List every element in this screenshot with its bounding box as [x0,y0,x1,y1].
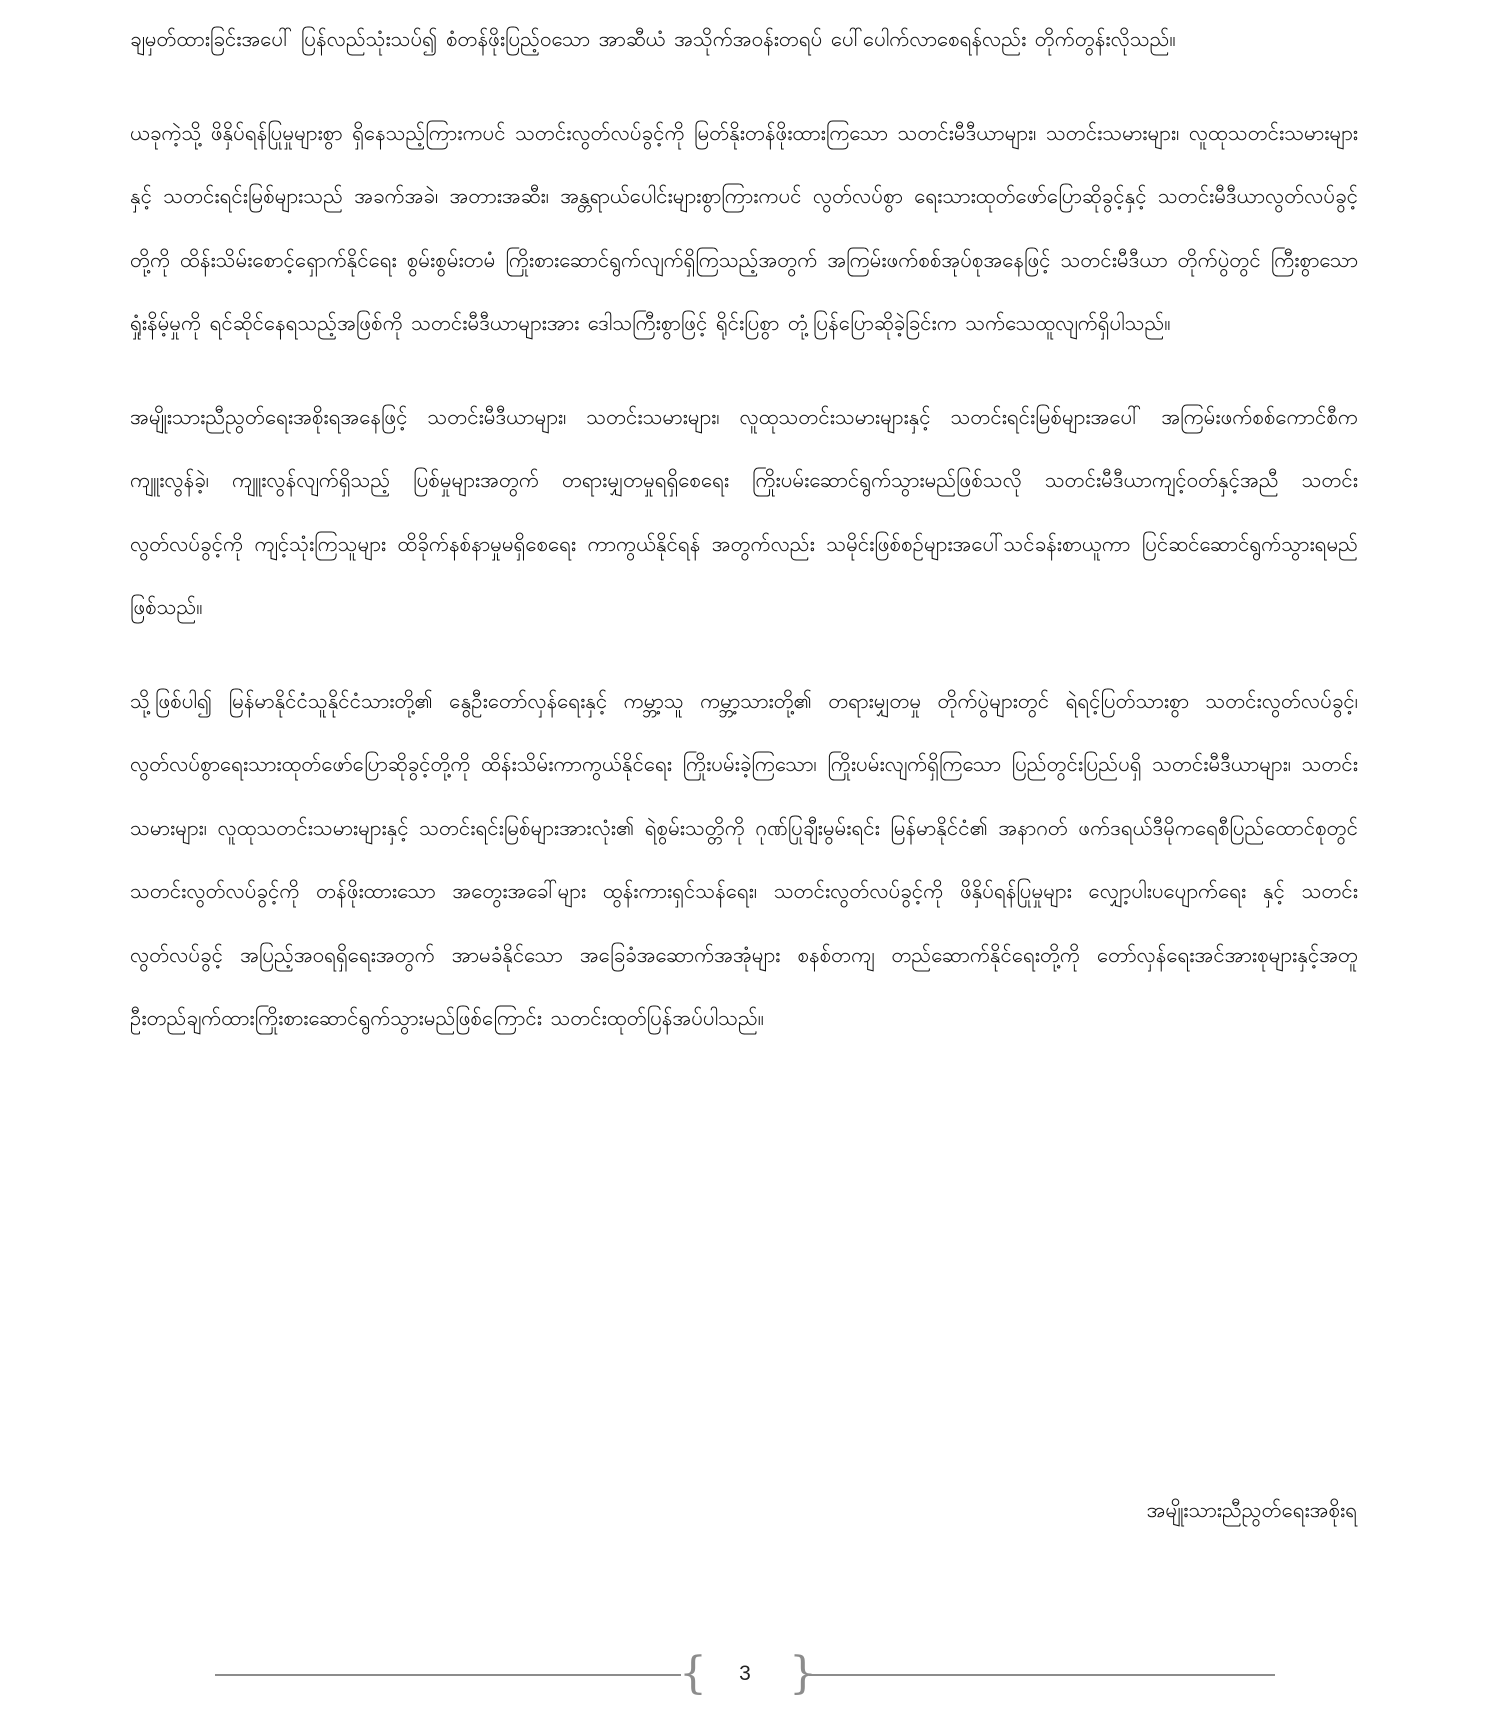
paragraph-1: ချမှတ်ထားခြင်းအပေါ် ပြန်လည်သုံးသပ်၍ စံတန်ဖိုးပြည့်ဝသော အာဆီယံ အသိုက်အဝန်းတရပ် ပေါ်ပေါက်လာစေရန်လည်း တိုက်တွန်းလိုသည်။ [130,27,1176,51]
signature-line: အမျိုးသားညီညွတ်ရေးအစိုးရ [1146,1498,1357,1522]
page-footer [215,1650,1275,1710]
footer-rule-left [215,1674,681,1676]
page-number: 3 [739,1662,751,1685]
paragraph-3: အမျိုးသားညီညွတ်ရေးအစိုးရအနေဖြင့် သတင်းမီဒီယာများ၊ သတင်းသမားများ၊ လူထုသတင်းသမားများနှင့် သတင်းရင်းမြစ်များအပေါ် အကြမ်းဖက်စစ်ကောင်စီက ကျူးလွန်ခဲ့၊ ကျူးလွန်လျက်ရှိသည့် ပြစ်မှုများအတွက် တရားမျှတမှုရရှိစေရေး ကြိုးပမ်းဆောင်ရွက်သွားမည်ဖြစ်သလို သတင်းမီဒီယာကျင့်ဝတ်နှင့်အညီ သတင်းလွတ်လပ်ခွင့်ကို ကျင့်သုံးကြသူများ ထိခိုက်နစ်နာမှုမရှိစေရေး ကာကွယ်နိုင်ရန် အတွက်လည်း သမိုင်းဖြစ်စဉ်များအပေါ်သင်ခန်းစာယူကာ ပြင်ဆင်ဆောင်ရွက်သွားရမည် ဖြစ်သည်။ [130,404,1358,619]
footer-close-brace: } [789,1648,817,1699]
paragraph-2: ယခုကဲ့သို့ ဖိနှိပ်ရန်ပြုမှုများစွာ ရှိနေသည့်ကြားကပင် သတင်းလွတ်လပ်ခွင့်ကို မြတ်နိုးတန်ဖိုးထားကြသော သတင်းမီဒီယာများ၊ သတင်းသမားများ၊ လူထုသတင်းသမားများနှင့် သတင်းရင်းမြစ်များသည် အခက်အခဲ၊ အတားအဆီး၊ အန္တရာယ်ပေါင်းများစွာကြားကပင် လွတ်လပ်စွာ ရေးသားထုတ်ဖော်ပြောဆိုခွင့်နှင့် သတင်းမီဒီယာလွတ်လပ်ခွင့်တို့ကို ထိန်းသိမ်းစောင့်ရှောက်နိုင်ရေး စွမ်းစွမ်းတမံ ကြိုးစားဆောင်ရွက်လျက်ရှိကြသည့်အတွက် အကြမ်းဖက်စစ်အုပ်စုအနေဖြင့် သတင်းမီဒီယာ တိုက်ပွဲတွင် ကြီးစွာသော ရှုံးနိမ့်မှုကို ရင်ဆိုင်နေရသည့်အဖြစ်ကို သတင်းမီဒီယာများအား ဒေါသကြီးစွာဖြင့် ရိုင်းပြစွာ တုံ့ပြန်ပြောဆိုခဲ့ခြင်းက သက်သေထူလျက်ရှိပါသည်။ [130,120,1358,335]
footer-rule-right [809,1674,1275,1676]
footer-open-brace: { [679,1648,707,1699]
paragraph-4: သို့ဖြစ်ပါ၍ မြန်မာနိုင်ငံသူနိုင်ငံသားတို့၏ နွေဦးတော်လှန်ရေးနှင့် ကမ္ဘာ့သူ ကမ္ဘာ့သားတို့၏ တရားမျှတမှု တိုက်ပွဲများတွင် ရဲရင့်ပြတ်သားစွာ သတင်းလွတ်လပ်ခွင့်၊ လွတ်လပ်စွာရေးသားထုတ်ဖော်ပြောဆိုခွင့်တို့ကို ထိန်းသိမ်းကာကွယ်နိုင်ရေး ကြိုးပမ်းခဲ့ကြသော၊ ကြိုးပမ်းလျက်ရှိကြသော ပြည်တွင်းပြည်ပရှိ သတင်းမီဒီယာများ၊ သတင်းသမားများ၊ လူထုသတင်းသမားများနှင့် သတင်းရင်းမြစ်များအားလုံး၏ ရဲစွမ်းသတ္တိကို ဂုဏ်ပြုချီးမွမ်းရင်း မြန်မာနိုင်ငံ၏ အနာဂတ် ဖက်ဒရယ်ဒီမိုကရေစီပြည်ထောင်စုတွင် သတင်းလွတ်လပ်ခွင့်ကို တန်ဖိုးထားသော အတွေးအခေါ်များ ထွန်းကားရှင်သန်ရေး၊ သတင်းလွတ်လပ်ခွင့်ကို ဖိနှိပ်ရန်ပြုမှုများ လျှော့ပါးပပျောက်ရေး နှင့် သတင်းလွတ်လပ်ခွင့် အပြည့်အဝရရှိရေးအတွက် အာမခံနိုင်သော အခြေခံအဆောက်အအုံများ စနစ်တကျ တည်ဆောက်နိုင်ရေးတို့ကို တော်လှန်ရေးအင်အားစုများနှင့်အတူ ဦးတည်ချက်ထားကြိုးစားဆောင်ရွက်သွားမည်ဖြစ်ကြောင်း သတင်းထုတ်ပြန်အပ်ပါသည်။ [130,688,1358,1030]
document-body [130,8,1358,1081]
